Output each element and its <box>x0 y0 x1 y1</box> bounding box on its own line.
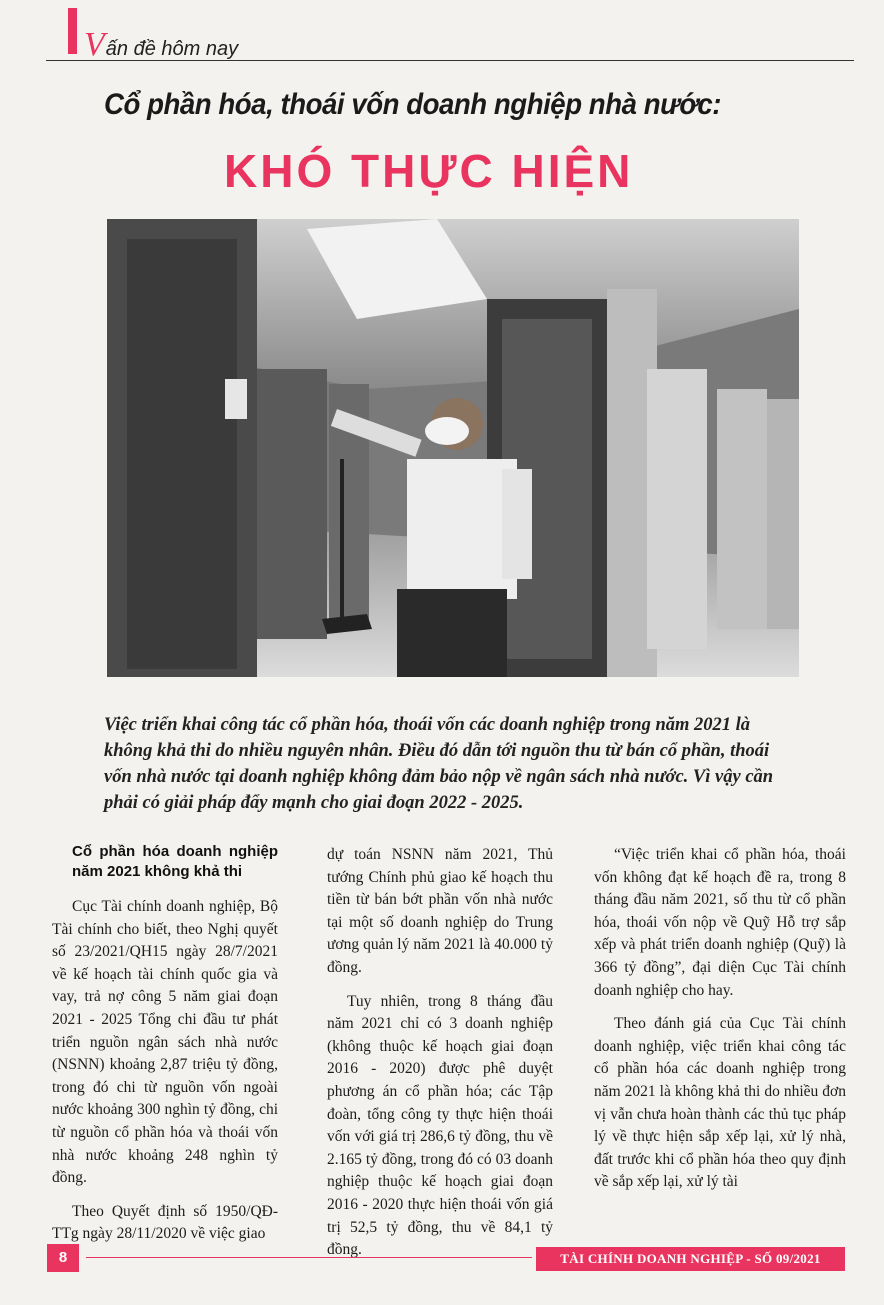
header-divider <box>46 60 854 61</box>
photo-caption: Việc triển khai công tác cổ phần hóa, thoái vốn các doanh nghiệp trong năm 2021 là không khả thi do nhiều nguyên nhân. Điều đó dẫn tới nguồn thu từ bán cổ phần, thoái vốn nhà nước tại doanh nghiệp không đảm bảo nộp về ngân sách nhà nước. Vì vậy cần phải có giải pháp đẩy mạnh cho giai đoạn 2022 - 2025. <box>104 715 774 813</box>
footer-divider <box>86 1257 532 1258</box>
section-title <box>84 26 238 64</box>
article-headline: KHÓ THỰC HIỆN <box>224 145 634 197</box>
article-kicker: Cổ phần hóa, thoái vốn doanh nghiệp nhà nước: <box>104 88 722 121</box>
paragraph: “Việc triển khai cổ phần hóa, thoái vốn không đạt kế hoạch đề ra, trong 8 tháng đầu năm 2021, số thu từ cổ phần hóa, thoái vốn nộp về Quỹ Hỗ trợ sắp xếp và phát triển doanh nghiệp (Quỹ) là 366 tỷ đồng”, đại diện Cục Tài chính doanh nghiệp cho hay. <box>594 846 846 999</box>
text-column-3 <box>594 844 846 1205</box>
text-column-2 <box>327 844 553 1273</box>
paragraph: Theo đánh giá của Cục Tài chính doanh nghiệp, việc triển khai công tác cổ phần hóa các doanh nghiệp trong năm 2021 là không khả thi do nhiều đơn vị vẫn chưa hoàn thành các thủ tục pháp lý về thực hiện sắp xếp lại, xử lý nhà, đất trước khi cổ phần hóa theo quy định về sắp xếp lại, xử lý tài <box>594 1015 846 1191</box>
section-marker-bar <box>68 8 77 54</box>
section-title-initial: V <box>84 26 105 63</box>
article-photo <box>107 219 799 677</box>
paragraph: Cục Tài chính doanh nghiệp, Bộ Tài chính cho biết, theo Nghị quyết số 23/2021/QH15 ngày 28/7/2021 về kế hoạch tài chính quốc gia và vay, trả nợ công 5 năm giai đoạn 2021 - 2025 Tổng chi đầu tư phát triển nguồn ngân sách nhà nước (NSNN) khoảng 2,87 triệu tỷ đồng, trong đó chi từ nguồn vốn ngoài nước khoảng 300 nghìn tỷ đồng, chi từ nguồn cổ phần hóa và thoái vốn nhà nước khoảng 248 nghìn tỷ đồng. <box>52 898 278 1187</box>
paragraph: Theo Quyết định số 1950/QĐ-TTg ngày 28/11/2020 về việc giao <box>52 1202 278 1243</box>
section-title-rest: ấn đề hôm nay <box>105 38 239 60</box>
page-number: 8 <box>47 1244 79 1272</box>
text-column-1 <box>52 842 278 1257</box>
paragraph: dự toán NSNN năm 2021, Thủ tướng Chính phủ giao kế hoạch thu tiền từ bán bớt phần vốn nhà nước tại một số doanh nghiệp do Trung ương quản lý năm 2021 là 40.000 tỷ đồng. <box>327 846 553 976</box>
magazine-footer: TÀI CHÍNH DOANH NGHIỆP - SỐ 09/2021 <box>536 1247 845 1271</box>
paragraph: Tuy nhiên, trong 8 tháng đầu năm 2021 chỉ có 3 doanh nghiệp (không thuộc kế hoạch giai đoạn 2016 - 2020) được phê duyệt phương án cổ phần hóa; các Tập đoàn, tổng công ty thực hiện thoái vốn với giá trị 286,6 tỷ đồng, thu về 2.165 tỷ đồng, trong đó có 03 doanh nghiệp thuộc kế hoạch giai đoạn 2016 - 2020 thực hiện thoái vốn giá trị 52,5 tỷ đồng, thu về 84,1 tỷ đồng. <box>327 992 553 1259</box>
section-subhead: Cổ phần hóa doanh nghiệp năm 2021 không khả thi <box>72 843 278 880</box>
